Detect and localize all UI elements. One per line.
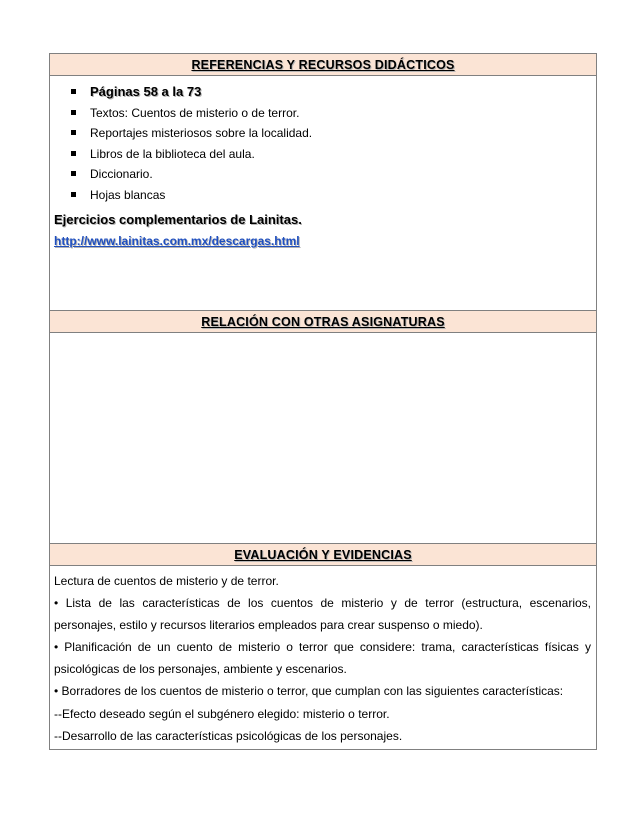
evaluation-line: • Borradores de los cuentos de misterio o terror, que cumplan con las siguientes características: xyxy=(54,684,564,699)
evaluation-body-cell xyxy=(50,566,597,750)
relation-title: RELACIÓN CON OTRAS ASIGNATURAS xyxy=(201,314,445,329)
references-title: REFERENCIAS Y RECURSOS DIDÁCTICOS xyxy=(191,57,455,72)
relation-header-cell xyxy=(50,311,597,333)
evaluation-line: psicológicas de los personajes, ambiente y escenarios. xyxy=(54,662,347,677)
evaluation-line: • Planificación de un cuento de misterio o terror que considere: trama, características físicas y xyxy=(54,640,591,655)
relation-body-cell xyxy=(50,333,597,544)
references-header-cell xyxy=(50,54,597,76)
evaluation-header-row xyxy=(50,544,597,566)
document-page xyxy=(49,53,597,750)
evaluation-line: Lectura de cuentos de misterio y de terror. xyxy=(54,574,279,588)
resource-item: Páginas 58 a la 73 xyxy=(50,82,596,103)
evaluation-header-cell xyxy=(50,544,597,566)
relation-body-row xyxy=(50,333,597,544)
references-body-cell xyxy=(50,76,597,311)
resource-item: Textos: Cuentos de misterio o de terror. xyxy=(50,103,596,124)
references-body-row xyxy=(50,76,597,311)
evaluation-body-row xyxy=(50,566,597,750)
evaluation-line: --Desarrollo de las características psicológicas de los personajes. xyxy=(54,728,403,743)
resource-item: Hojas blancas xyxy=(50,185,596,206)
extra-exercises-link[interactable]: http://www.lainitas.com.mx/descargas.html xyxy=(54,233,300,248)
relation-header-row xyxy=(50,311,597,333)
planning-table xyxy=(49,53,597,750)
evaluation-line: • Lista de las características de los cuentos de misterio y de terror (estructura, escenarios, xyxy=(54,596,591,611)
resource-item: Diccionario. xyxy=(50,164,596,185)
evaluation-title: EVALUACIÓN Y EVIDENCIAS xyxy=(234,547,412,562)
resource-item: Libros de la biblioteca del aula. xyxy=(50,144,596,165)
evaluation-line: personajes, estilo y recursos literarios empleados para crear suspenso o miedo). xyxy=(54,618,483,633)
resource-item: Reportajes misteriosos sobre la localidad. xyxy=(50,123,596,144)
evaluation-line: --Efecto deseado según el subgénero elegido: misterio o terror. xyxy=(54,706,390,721)
references-header-row xyxy=(50,54,597,76)
resources-list xyxy=(50,76,596,206)
extra-exercises-title: Ejercicios complementarios de Lainitas. xyxy=(54,211,302,227)
